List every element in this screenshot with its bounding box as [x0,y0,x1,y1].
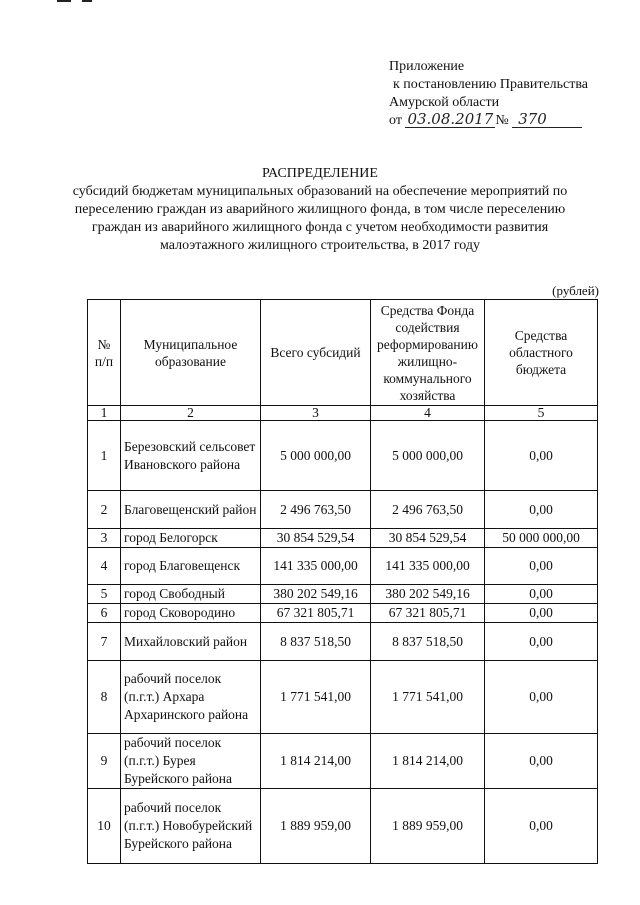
header-fund: Средства Фонда содействия реформированию жилищно-коммунального хозяйства [371,300,485,406]
table-row [88,661,598,734]
appendix-block [389,58,588,130]
units-label: (рублей) [552,283,599,298]
regional-amount: 0,00 [485,548,598,585]
row-number: 8 [88,661,121,734]
date-prefix: от [389,113,402,128]
fund-amount: 1 814 214,00 [371,734,485,789]
row-number: 1 [88,421,121,491]
regional-amount: 0,00 [485,661,598,734]
row-number: 6 [88,604,121,623]
total-subsidy: 1 771 541,00 [261,661,371,734]
row-number: 2 [88,491,121,529]
table-row [88,604,598,623]
column-number-row [88,406,598,421]
table-row [88,421,598,491]
regional-amount: 0,00 [485,604,598,623]
column-number: 1 [88,406,121,421]
fund-amount: 2 496 763,50 [371,491,485,529]
fund-amount: 30 854 529,54 [371,529,485,548]
appendix-line-3: Амурской области [389,95,500,110]
appendix-line-1: Приложение [389,59,465,74]
appendix-date-line [389,112,588,130]
scan-mark [57,0,71,2]
regional-amount: 0,00 [485,421,598,491]
row-number: 7 [88,623,121,661]
document-subtitle: субсидий бюджетам муниципальных образований на обеспечение мероприятий по переселению граждан из аварийного жилищного фонда, в том числе переселению граждан из аварийного жилищного фонда с учетом необходимости развития малоэтажного жилищного строительства, в 2017 году [72,184,568,253]
header-municipality: Муниципальное образование [121,300,261,406]
number-prefix: № [495,113,509,128]
row-number: 5 [88,585,121,604]
column-number: 3 [261,406,371,421]
table-row [88,585,598,604]
regional-amount: 0,00 [485,491,598,529]
fund-amount: 8 837 518,50 [371,623,485,661]
municipality-name: рабочий поселок (п.г.т.) Архара Архаринского района [121,661,261,734]
fund-amount: 380 202 549,16 [371,585,485,604]
total-subsidy: 5 000 000,00 [261,421,371,491]
column-number: 5 [485,406,598,421]
handwritten-date: 03.08.2017 [407,110,494,128]
distribution-table [87,299,598,864]
fund-amount: 5 000 000,00 [371,421,485,491]
document-title: РАСПРЕДЕЛЕНИЕ [262,166,378,181]
fund-amount: 1 889 959,00 [371,789,485,864]
row-number: 4 [88,548,121,585]
total-subsidy: 380 202 549,16 [261,585,371,604]
appendix-line-2: к постановлению Правительства [393,77,589,92]
municipality-name: город Свободный [121,585,261,604]
table-row [88,789,598,864]
fund-amount: 141 335 000,00 [371,548,485,585]
municipality-name: Благовещенский район [121,491,261,529]
scan-mark [82,0,92,2]
column-number: 4 [371,406,485,421]
municipality-name: рабочий поселок (п.г.т.) Бурея Бурейского района [121,734,261,789]
column-number: 2 [121,406,261,421]
municipality-name: город Белогорск [121,529,261,548]
table-row [88,548,598,585]
municipality-name: рабочий поселок (п.г.т.) Новобурейский Бурейского района [121,789,261,864]
municipality-name: Березовский сельсовет Ивановского района [121,421,261,491]
regional-amount: 0,00 [485,789,598,864]
municipality-name: город Благовещенск [121,548,261,585]
handwritten-number: 370 [512,112,582,128]
table-row [88,623,598,661]
row-number: 10 [88,789,121,864]
header-total: Всего субсидий [261,300,371,406]
table-row [88,491,598,529]
row-number: 9 [88,734,121,789]
regional-amount: 0,00 [485,585,598,604]
row-number: 3 [88,529,121,548]
regional-amount: 50 000 000,00 [485,529,598,548]
total-subsidy: 1 889 959,00 [261,789,371,864]
total-subsidy: 67 321 805,71 [261,604,371,623]
table-row [88,734,598,789]
fund-amount: 1 771 541,00 [371,661,485,734]
regional-amount: 0,00 [485,734,598,789]
municipality-name: город Сковородино [121,604,261,623]
table-row [88,529,598,548]
total-subsidy: 1 814 214,00 [261,734,371,789]
header-number: № п/п [88,300,121,406]
table-header-row [88,300,598,406]
municipality-name: Михайловский район [121,623,261,661]
total-subsidy: 30 854 529,54 [261,529,371,548]
total-subsidy: 141 335 000,00 [261,548,371,585]
fund-amount: 67 321 805,71 [371,604,485,623]
total-subsidy: 2 496 763,50 [261,491,371,529]
total-subsidy: 8 837 518,50 [261,623,371,661]
regional-amount: 0,00 [485,623,598,661]
header-regional: Средства областного бюджета [485,300,598,406]
